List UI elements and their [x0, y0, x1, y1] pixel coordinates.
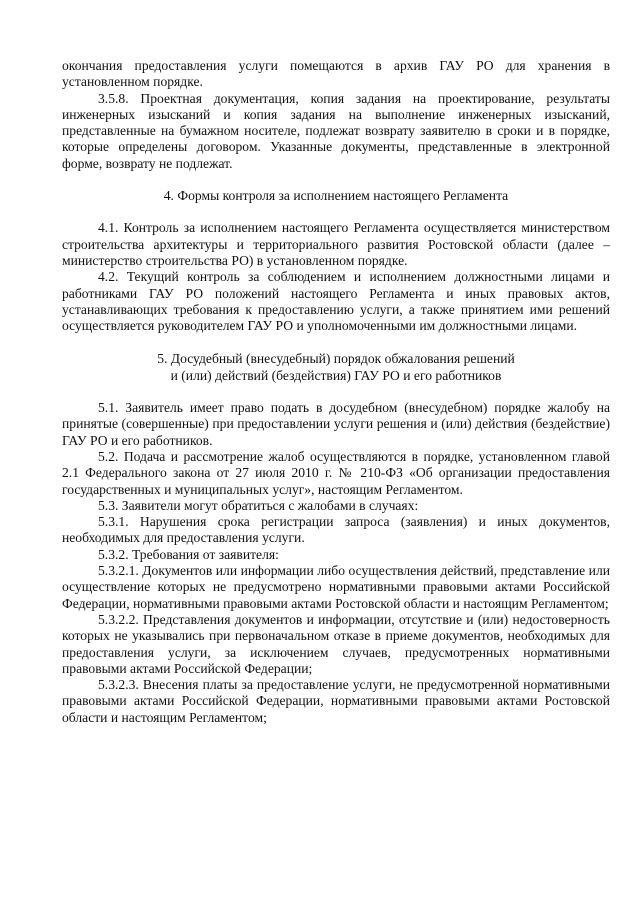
paragraph-4-2: 4.2. Текущий контроль за соблюдением и исполнением должностными лицами и работниками ГАУ РО положений настоящего Регламента и иных правовых актов, устанавливающих требования к предоставлению услуги, а также принятием ими решений осуществляется руководителем ГАУ РО и уполномоченными им должностными лицами. — [62, 269, 610, 334]
paragraph-5-3: 5.3. Заявители могут обратиться с жалобами в случаях: — [98, 497, 419, 513]
paragraph-5-3-1: 5.3.1. Нарушения срока регистрации запроса (заявления) и иных документов, необходимых для предоставления услуги. — [62, 514, 610, 546]
section-4-heading: 4. Формы контроля за исполнением настоящего Регламента — [163, 188, 509, 204]
paragraph-3-5-8: 3.5.8. Проектная документация, копия задания на проектирование, результаты инженерных изысканий и копия задания на выполнение инженерных изысканий, представленные на бумажном носителе, подлежат возврату заявителю в сроки и в порядке, которые определены договором. Указанные документы, представленные в электронной форме, возврату не подлежат. — [62, 90, 610, 171]
document-page — [62, 58, 610, 726]
section-5-heading — [62, 351, 610, 384]
paragraph-5-1: 5.1. Заявитель имеет право подать в досудебном (внесудебном) порядке жалобу на принятые (совершенные) при предоставлении услуги решения и (или) действия (бездействие) ГАУ РО и его работников. — [62, 400, 610, 448]
paragraph-5-3-2-1: 5.3.2.1. Документов или информации либо осуществления действий, представление или осуществление которых не предусмотрено нормативными правовыми актами Российской Федерации, нормативными правовыми актами Ростовской области и настоящим Регламентом; — [62, 563, 610, 611]
paragraph-5-3-2: 5.3.2. Требования от заявителя: — [98, 546, 279, 562]
paragraph-5-2: 5.2. Подача и рассмотрение жалоб осуществляются в порядке, установленном главой 2.1 Федерального закона от 27 июля 2010 г. № 210-ФЗ «Об организации предоставления государственных и муниципальных услуг», настоящим Регламентом. — [62, 448, 610, 497]
section-5-heading-line-2: и (или) действий (бездействия) ГАУ РО и его работников — [170, 367, 502, 383]
section-5-heading-line-1: 5. Досудебный (внесудебный) порядок обжалования решений — [157, 351, 515, 367]
paragraph-4-1: 4.1. Контроль за исполнением настоящего Регламента осуществляется министерством строительства архитектуры и территориального развития Ростовской области (далее – министерство строительства РО) в установленном порядке. — [62, 220, 610, 268]
paragraph-5-3-2-3: 5.3.2.3. Внесения платы за предоставление услуги, не предусмотренной нормативными правовыми актами Российской Федерации, нормативными правовыми актами Ростовской области и настоящим Регламентом; — [62, 677, 610, 725]
paragraph-5-3-2-2: 5.3.2.2. Представления документов и информации, отсутствие и (или) недостоверность которых не указывались при первоначальном отказе в приеме документов, необходимых для предоставления услуги, за исключением случаев, предусмотренных нормативными правовыми актами Российской Федерации; — [62, 611, 610, 676]
paragraph-3-5-7-end: окончания предоставления услуги помещаются в архив ГАУ РО для хранения в установленном порядке. — [62, 58, 610, 90]
